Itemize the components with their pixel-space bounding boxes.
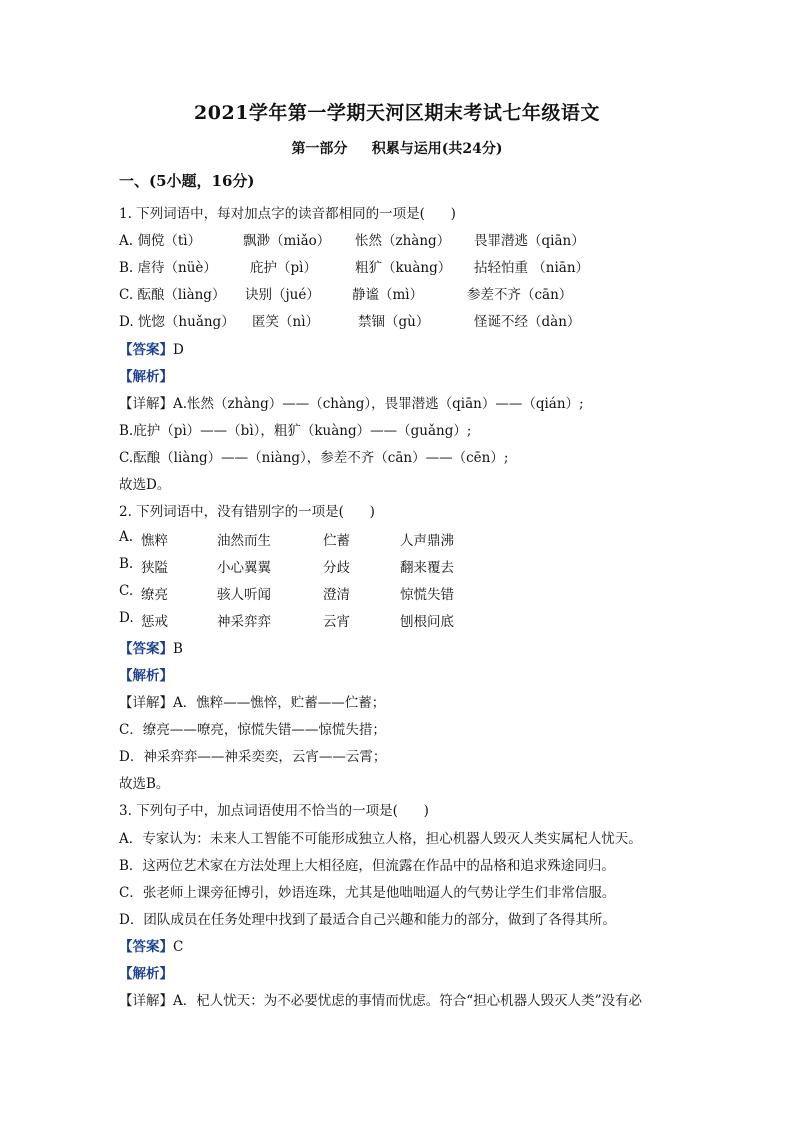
q1-detail-line-1 — [119, 392, 584, 412]
q2-option-d-1: 惩戒 — [141, 614, 168, 630]
q1-option-b-3: 粗犷（kuàng） — [355, 260, 452, 276]
q2-answer — [119, 637, 183, 657]
analysis-tag: 【解析】 — [119, 369, 173, 385]
q2-option-c-4: 惊慌失错 — [400, 587, 454, 603]
q3-detail-line-1 — [119, 989, 642, 1009]
q2-option-d-letter: D. — [119, 610, 134, 626]
q1-detail-line-2: B.庇护（pì）——（bì），粗犷（kuàng）——（guǎng）; — [119, 423, 472, 439]
q2-option-c-letter: C. — [119, 583, 134, 599]
q2-option-d-3: 云宵 — [323, 614, 350, 630]
page-title: 2021学年第一学期天河区期末考试七年级语文 — [194, 102, 600, 124]
q2-option-b-3: 分歧 — [323, 560, 350, 576]
section-heading: 一、(5小题，16分) — [119, 172, 255, 190]
detail-tag: 【详解】 — [119, 695, 173, 711]
q2-option-c-2: 骇人听闻 — [217, 587, 271, 603]
q1-option-c-2: 诀别（jué） — [245, 287, 320, 303]
q2-detail-line-2: C．缭亮——嘹亮，惊慌失错——惊慌失措； — [119, 722, 386, 738]
q1-option-d-4: 怪诞不经（dàn） — [474, 314, 581, 330]
answer-tag: 【答案】 — [119, 641, 173, 657]
q1-option-a-1: A. 倜傥（tì） — [119, 233, 202, 249]
q1-option-a-4: 畏罪潜逃（qiān） — [474, 233, 585, 249]
q1-detail-line-4: 故选D。 — [119, 477, 171, 493]
q2-detail-line-3: D．神采弈弈——神采奕奕，云宵——云霄； — [119, 749, 387, 765]
q2-option-b-4: 翻来覆去 — [400, 560, 454, 576]
detail-text: A.怅然（zhàng）——（chàng），畏罪潜逃（qiān）——（qián）; — [173, 396, 584, 412]
q2-option-a-3: 伫蓄 — [323, 533, 350, 549]
answer-value: D — [173, 342, 184, 358]
q1-option-a-3: 怅然（zhàng） — [355, 233, 451, 249]
q1-analysis-tag — [119, 365, 173, 385]
q2-option-a-letter: A. — [119, 529, 134, 545]
q1-option-d-1: D. 恍惚（huǎng） — [119, 314, 235, 330]
q2-option-a-4: 人声鼎沸 — [400, 533, 454, 549]
q2-option-b-2: 小心翼翼 — [217, 560, 271, 576]
q2-detail-line-1 — [119, 691, 385, 711]
q1-option-c-4: 参差不齐（cān） — [467, 287, 573, 303]
q2-analysis-tag — [119, 664, 173, 684]
q1-option-d-2: 匿笑（nì） — [252, 314, 320, 330]
q2-option-a-2: 油然而生 — [217, 533, 271, 549]
answer-tag: 【答案】 — [119, 939, 173, 955]
q3-option-a: A．专家认为：未来人工智能不可能形成独立人格，担心机器人毁灭人类实属杞人忧天。 — [119, 831, 642, 847]
q2-detail-line-4: 故选B。 — [119, 776, 170, 792]
detail-tag: 【详解】 — [119, 993, 173, 1009]
answer-tag: 【答案】 — [119, 342, 173, 358]
q1-option-b-1: B. 虐待（nüè） — [119, 260, 217, 276]
detail-text: A．杞人忧天：为不必要忧虑的事情而忧虑。符合“担心机器人毁灭人类”没有必 — [173, 993, 643, 1009]
analysis-tag: 【解析】 — [119, 668, 173, 684]
question-3-stem: 3. 下列句子中，加点词语使用不恰当的一项是( ) — [119, 803, 429, 819]
q1-option-b-4: 拈轻怕重 （niān） — [474, 260, 590, 276]
analysis-tag: 【解析】 — [119, 966, 173, 982]
q2-option-c-1: 缭亮 — [141, 587, 168, 603]
q2-option-c-3: 澄清 — [323, 587, 350, 603]
q2-option-a-1: 憔粹 — [141, 533, 168, 549]
answer-value: B — [173, 641, 183, 657]
q3-option-b: B．这两位艺术家在方法处理上大相径庭，但流露在作品中的品格和追求殊途同归。 — [119, 858, 615, 874]
question-2-stem: 2. 下列词语中，没有错别字的一项是( ) — [119, 504, 375, 520]
q1-option-d-3: 禁锢（gù） — [358, 314, 430, 330]
q3-analysis-tag — [119, 962, 173, 982]
answer-value: C — [173, 939, 184, 955]
question-1-stem: 1. 下列词语中，每对加点字的读音都相同的一项是( ) — [119, 206, 456, 222]
q3-option-c: C．张老师上课旁征博引，妙语连珠，尤其是他咄咄逼人的气势让学生们非常信服。 — [119, 885, 616, 901]
detail-text: A．憔粹——憔悴，贮蓄——伫蓄； — [173, 695, 386, 711]
q1-option-a-2: 飘渺（miǎo） — [243, 233, 331, 249]
q1-answer — [119, 338, 184, 358]
q2-option-d-4: 刨根问底 — [400, 614, 454, 630]
q1-option-c-3: 静谧（mì） — [352, 287, 424, 303]
detail-tag: 【详解】 — [119, 396, 173, 412]
q1-option-c-1: C. 酝酿（liàng） — [119, 287, 226, 303]
q1-detail-line-3: C.酝酿（liàng）——（niàng），参差不齐（cān）——（cēn）; — [119, 450, 509, 466]
q3-option-d: D．团队成员在任务处理中找到了最适合自己兴趣和能力的部分，做到了各得其所。 — [119, 912, 616, 928]
q2-option-b-1: 狭隘 — [141, 560, 168, 576]
part-subtitle: 第一部分 积累与运用(共24分) — [291, 141, 503, 157]
q3-answer — [119, 935, 183, 955]
q2-option-b-letter: B. — [119, 556, 134, 572]
q2-option-d-2: 神采弈弈 — [217, 614, 271, 630]
q1-option-b-2: 庇护（pì） — [250, 260, 317, 276]
